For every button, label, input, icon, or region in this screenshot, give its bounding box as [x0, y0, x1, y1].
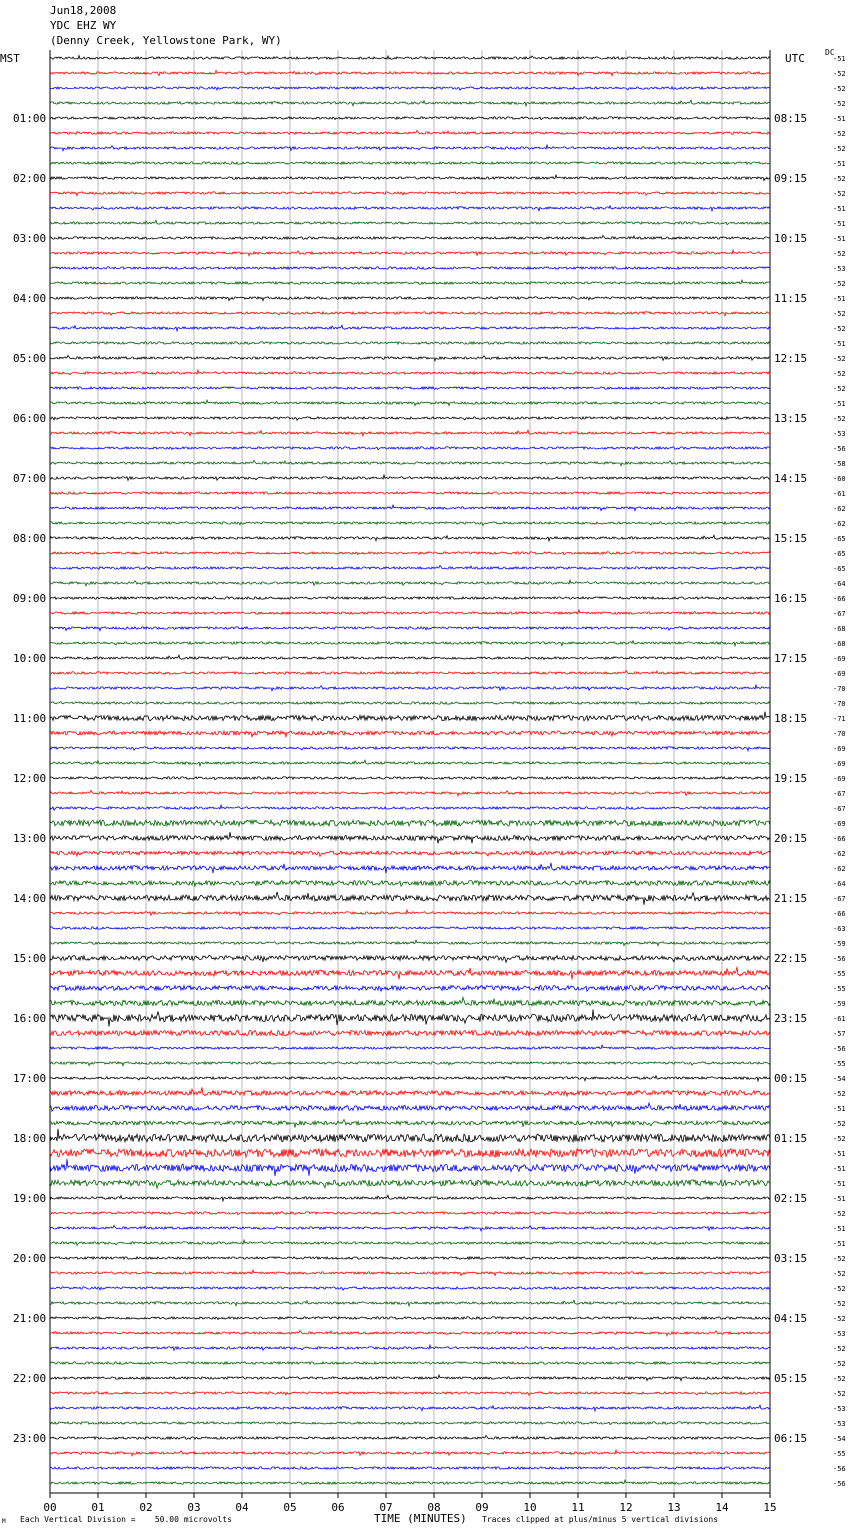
seismic-trace — [50, 400, 770, 406]
utc-hour-label: 22:15 — [774, 952, 808, 965]
seismic-trace — [50, 522, 770, 526]
utc-label: UTC — [785, 52, 805, 65]
dc-offset-label: -53 — [833, 1330, 846, 1338]
mst-hour-label: 07:00 — [13, 472, 47, 485]
dc-offset-label: -61 — [833, 490, 846, 498]
utc-hour-label: 12:15 — [774, 352, 808, 365]
dc-offset-label: -69 — [833, 775, 846, 783]
seismic-trace — [50, 1422, 770, 1425]
dc-offset-label: -70 — [833, 730, 846, 738]
dc-offset-label: -51 — [833, 220, 846, 228]
dc-offset-label: -52 — [833, 415, 846, 423]
mst-hour-label: 04:00 — [13, 292, 47, 305]
seismic-trace — [50, 505, 770, 511]
seismic-trace — [50, 1120, 770, 1128]
axis-labels — [13, 55, 846, 1514]
seismic-trace — [50, 580, 770, 586]
seismic-trace — [50, 175, 770, 181]
mst-hour-label: 01:00 — [13, 112, 47, 125]
seismic-trace — [50, 387, 770, 389]
dc-offset-label: -71 — [833, 715, 846, 723]
dc-offset-label: -52 — [833, 1375, 846, 1383]
seismic-trace — [50, 117, 770, 120]
seismic-trace — [50, 805, 770, 810]
seismic-trace — [50, 1149, 770, 1157]
seismic-trace — [50, 206, 770, 211]
seismic-trace — [50, 235, 770, 239]
seismic-trace — [50, 892, 770, 905]
dc-offset-label: -66 — [833, 910, 846, 918]
dc-offset-label: -51 — [833, 235, 846, 243]
station-code: YDC EHZ WY — [50, 19, 117, 32]
mst-hour-label: 15:00 — [13, 952, 47, 965]
dc-offset-label: -63 — [833, 925, 846, 933]
utc-hour-label: 05:15 — [774, 1372, 808, 1385]
mst-hour-label: 09:00 — [13, 592, 47, 605]
dc-offset-label: -52 — [833, 100, 846, 108]
seismic-trace — [50, 1405, 770, 1411]
x-tick-label: 02 — [139, 1501, 153, 1514]
seismic-trace — [50, 832, 770, 843]
dc-offset-label: -52 — [833, 1390, 846, 1398]
dc-offset-label: -67 — [833, 805, 846, 813]
seismic-trace — [50, 447, 770, 450]
seismic-trace — [50, 597, 770, 599]
seismic-trace — [50, 1450, 770, 1456]
dc-offset-label: -52 — [833, 190, 846, 198]
seismic-traces — [50, 56, 770, 1485]
dc-offset-label: -51 — [833, 295, 846, 303]
x-tick-label: 08 — [427, 1501, 441, 1514]
seismic-trace — [50, 535, 770, 541]
dc-offset-label: -69 — [833, 745, 846, 753]
station-location: (Denny Creek, Yellowstone Park, WY) — [50, 34, 282, 47]
seismic-trace — [50, 986, 770, 992]
dc-offset-label: -52 — [833, 1120, 846, 1128]
seismic-trace — [50, 1159, 770, 1176]
utc-hour-label: 18:15 — [774, 712, 808, 725]
seismic-trace — [50, 130, 770, 134]
dc-offset-label: -59 — [833, 940, 846, 948]
mst-hour-label: 21:00 — [13, 1312, 47, 1325]
x-tick-label: 14 — [715, 1501, 729, 1514]
seismic-trace — [50, 927, 770, 929]
mst-hour-label: 02:00 — [13, 172, 47, 185]
mst-hour-label: 23:00 — [13, 1432, 47, 1445]
dc-offset-label: -53 — [833, 265, 846, 273]
dc-offset-label: -52 — [833, 385, 846, 393]
seismic-trace — [50, 325, 770, 331]
corner-mark: M — [2, 1518, 6, 1525]
dc-offset-label: -69 — [833, 670, 846, 678]
dc-offset-label: -53 — [833, 430, 846, 438]
x-tick-label: 12 — [619, 1501, 633, 1514]
seismic-trace — [50, 1030, 770, 1035]
utc-hour-label: 02:15 — [774, 1192, 808, 1205]
seismic-trace — [50, 1330, 770, 1335]
utc-hour-label: 04:15 — [774, 1312, 808, 1325]
dc-offset-label: -55 — [833, 970, 846, 978]
dc-offset-label: -69 — [833, 655, 846, 663]
dc-offset-label: -52 — [833, 325, 846, 333]
seismic-trace — [50, 1195, 770, 1201]
dc-offset-label: -52 — [833, 1210, 846, 1218]
seismic-trace — [50, 1317, 770, 1320]
seismic-trace — [50, 747, 770, 751]
dc-offset-label: -51 — [833, 160, 846, 168]
utc-hour-label: 20:15 — [774, 832, 808, 845]
dc-offset-label: -56 — [833, 1480, 846, 1488]
utc-hour-label: 08:15 — [774, 112, 808, 125]
utc-hour-label: 06:15 — [774, 1432, 808, 1445]
seismic-trace — [50, 955, 770, 962]
dc-offset-label: -62 — [833, 865, 846, 873]
mst-hour-label: 10:00 — [13, 652, 47, 665]
seismic-trace — [50, 552, 770, 555]
dc-offset-label: -53 — [833, 1420, 846, 1428]
x-tick-label: 06 — [331, 1501, 345, 1514]
dc-offset-label: -52 — [833, 1300, 846, 1308]
seismic-trace — [50, 1225, 770, 1230]
seismic-trace — [50, 1062, 770, 1066]
seismic-trace — [50, 1257, 770, 1259]
dc-offset-label: -51 — [833, 1195, 846, 1203]
dc-offset-label: -62 — [833, 850, 846, 858]
dc-offset-label: -65 — [833, 535, 846, 543]
utc-hour-label: 03:15 — [774, 1252, 808, 1265]
seismic-trace — [50, 863, 770, 873]
x-tick-label: 05 — [283, 1501, 297, 1514]
seismic-trace — [50, 312, 770, 316]
dc-offset-label: -62 — [833, 520, 846, 528]
seismic-trace — [50, 460, 770, 465]
x-tick-label: 10 — [523, 1501, 537, 1514]
seismic-trace — [50, 70, 770, 75]
dc-offset-label: -51 — [833, 55, 846, 63]
x-tick-label: 09 — [475, 1501, 489, 1514]
seismic-trace — [50, 670, 770, 674]
mst-hour-label: 19:00 — [13, 1192, 47, 1205]
dc-offset-label: -51 — [833, 205, 846, 213]
seismic-trace — [50, 1076, 770, 1081]
seismic-trace — [50, 1467, 770, 1469]
seismic-trace — [50, 162, 770, 164]
x-tick-label: 01 — [91, 1501, 105, 1514]
dc-offset-label: -51 — [833, 1165, 846, 1173]
seismic-trace — [50, 1103, 770, 1111]
dc-offset-label: -70 — [833, 700, 846, 708]
dc-offset-label: -52 — [833, 250, 846, 258]
mst-hour-label: 11:00 — [13, 712, 47, 725]
dc-offset-label: -64 — [833, 880, 846, 888]
dc-offset-label: -69 — [833, 760, 846, 768]
dc-offset-label: -51 — [833, 1225, 846, 1233]
utc-hour-label: 10:15 — [774, 232, 808, 245]
seismic-trace — [50, 145, 770, 151]
mst-hour-label: 22:00 — [13, 1372, 47, 1385]
x-tick-label: 00 — [43, 1501, 57, 1514]
dc-offset-label: -52 — [833, 310, 846, 318]
mst-label: MST — [0, 52, 20, 65]
utc-hour-label: 14:15 — [774, 472, 808, 485]
seismic-trace — [50, 1240, 770, 1245]
utc-hour-label: 16:15 — [774, 592, 808, 605]
seismic-trace — [50, 1375, 770, 1381]
seismic-trace — [50, 342, 770, 345]
seismic-trace — [50, 250, 770, 256]
seismic-trace — [50, 87, 770, 91]
dc-offset-label: -67 — [833, 895, 846, 903]
seismic-trace — [50, 712, 770, 721]
seismic-trace — [50, 280, 770, 284]
mst-hour-label: 16:00 — [13, 1012, 47, 1025]
seismic-trace — [50, 627, 770, 631]
seismic-trace — [50, 1435, 770, 1439]
seismic-trace — [50, 1045, 770, 1049]
dc-offset-label: -61 — [833, 1015, 846, 1023]
dc-offset-label: -67 — [833, 610, 846, 618]
seismic-trace — [50, 1129, 770, 1142]
dc-offset-label: -56 — [833, 1465, 846, 1473]
dc-offset-label: -66 — [833, 595, 846, 603]
dc-offset-label: -52 — [833, 280, 846, 288]
dc-offset-label: -52 — [833, 1090, 846, 1098]
mst-hour-label: 17:00 — [13, 1072, 47, 1085]
utc-hour-label: 01:15 — [774, 1132, 808, 1145]
seismic-trace — [50, 492, 770, 494]
dc-offset-label: -52 — [833, 1345, 846, 1353]
utc-hour-label: 21:15 — [774, 892, 808, 905]
dc-offset-label: -69 — [833, 820, 846, 828]
seismic-trace — [50, 702, 770, 704]
dc-offset-label: -52 — [833, 370, 846, 378]
dc-offset-label: -56 — [833, 445, 846, 453]
seismic-trace — [50, 1287, 770, 1290]
mst-hour-label: 06:00 — [13, 412, 47, 425]
seismic-trace — [50, 297, 770, 301]
seismic-trace — [50, 1009, 770, 1026]
seismic-trace — [50, 1345, 770, 1350]
seismic-trace — [50, 731, 770, 737]
mst-hour-label: 03:00 — [13, 232, 47, 245]
utc-hour-label: 15:15 — [774, 532, 808, 545]
utc-hour-label: 19:15 — [774, 772, 808, 785]
dc-offset-label: -51 — [833, 1150, 846, 1158]
utc-hour-label: 23:15 — [774, 1012, 808, 1025]
mst-hour-label: 05:00 — [13, 352, 47, 365]
dc-offset-label: -68 — [833, 625, 846, 633]
scale-note: Each Vertical Division = 50.00 microvolts — [20, 1515, 232, 1524]
mst-hour-label: 08:00 — [13, 532, 47, 545]
dc-label: DC — [825, 48, 835, 57]
utc-hour-label: 11:15 — [774, 292, 808, 305]
x-tick-label: 04 — [235, 1501, 249, 1514]
dc-offset-label: -54 — [833, 1075, 846, 1083]
dc-offset-label: -52 — [833, 355, 846, 363]
seismic-trace — [50, 777, 770, 780]
dc-offset-label: -52 — [833, 1255, 846, 1263]
dc-offset-label: -67 — [833, 790, 846, 798]
dc-offset-label: -52 — [833, 1315, 846, 1323]
dc-offset-label: -52 — [833, 70, 846, 78]
seismic-trace — [50, 100, 770, 106]
seismic-trace — [50, 1087, 770, 1096]
seismic-trace — [50, 1392, 770, 1396]
dc-offset-label: -52 — [833, 145, 846, 153]
x-tick-label: 07 — [379, 1501, 393, 1514]
seismic-trace — [50, 641, 770, 646]
mst-hour-label: 20:00 — [13, 1252, 47, 1265]
seismic-trace — [50, 610, 770, 614]
x-tick-label: 13 — [667, 1501, 681, 1514]
dc-offset-label: -52 — [833, 175, 846, 183]
dc-offset-label: -54 — [833, 1435, 846, 1443]
mst-hour-label: 18:00 — [13, 1132, 47, 1145]
seismic-trace — [50, 220, 770, 224]
dc-offset-label: -51 — [833, 1105, 846, 1113]
seismic-trace — [50, 370, 770, 375]
seismic-trace — [50, 760, 770, 766]
seismic-trace — [50, 475, 770, 480]
seismic-trace — [50, 192, 770, 196]
seismic-trace — [50, 881, 770, 887]
mst-hour-label: 13:00 — [13, 832, 47, 845]
mst-hour-label: 14:00 — [13, 892, 47, 905]
dc-offset-label: -58 — [833, 460, 846, 468]
dc-offset-label: -52 — [833, 130, 846, 138]
utc-hour-label: 17:15 — [774, 652, 808, 665]
x-tick-label: 03 — [187, 1501, 201, 1514]
seismic-trace — [50, 1180, 770, 1188]
seismic-trace — [50, 997, 770, 1005]
seismic-trace — [50, 1300, 770, 1306]
dc-offset-label: -64 — [833, 580, 846, 588]
dc-offset-label: -59 — [833, 1000, 846, 1008]
seismic-trace — [50, 267, 770, 269]
grid-lines — [50, 50, 770, 1493]
dc-offset-label: -70 — [833, 685, 846, 693]
x-tick-label: 11 — [571, 1501, 585, 1514]
seismic-trace — [50, 56, 770, 60]
seismic-trace — [50, 355, 770, 360]
dc-offset-label: -62 — [833, 505, 846, 513]
dc-offset-label: -55 — [833, 1060, 846, 1068]
dc-offset-label: -66 — [833, 835, 846, 843]
clip-note: Traces clipped at plus/minus 5 vertical divisions — [482, 1515, 719, 1524]
dc-offset-label: -55 — [833, 985, 846, 993]
dc-offset-label: -51 — [833, 1180, 846, 1188]
seismic-trace — [50, 430, 770, 436]
dc-offset-label: -57 — [833, 1030, 846, 1038]
seismic-trace — [50, 655, 770, 659]
dc-offset-label: -51 — [833, 340, 846, 348]
seismic-trace — [50, 565, 770, 569]
x-axis-title: TIME (MINUTES) — [374, 1512, 467, 1525]
seismic-trace — [50, 1270, 770, 1276]
dc-offset-label: -52 — [833, 85, 846, 93]
dc-offset-label: -51 — [833, 115, 846, 123]
dc-offset-label: -65 — [833, 565, 846, 573]
dc-offset-label: -53 — [833, 1405, 846, 1413]
seismic-trace — [50, 1212, 770, 1215]
dc-offset-label: -52 — [833, 1360, 846, 1368]
dc-offset-label: -52 — [833, 1285, 846, 1293]
dc-offset-label: -60 — [833, 475, 846, 483]
dc-offset-label: -56 — [833, 955, 846, 963]
seismic-trace — [50, 910, 770, 915]
dc-offset-label: -52 — [833, 1135, 846, 1143]
dc-offset-label: -65 — [833, 550, 846, 558]
seismic-trace — [50, 790, 770, 795]
utc-hour-label: 00:15 — [774, 1072, 808, 1085]
plot-date: Jun18,2008 — [50, 4, 117, 17]
dc-offset-label: -51 — [833, 400, 846, 408]
seismic-trace — [50, 967, 770, 980]
seismic-trace — [50, 940, 770, 946]
seismic-trace — [50, 685, 770, 691]
dc-offset-label: -55 — [833, 1450, 846, 1458]
seismic-trace — [50, 1480, 770, 1484]
seismic-trace — [50, 820, 770, 826]
seismic-trace — [50, 1362, 770, 1364]
dc-offset-label: -52 — [833, 1270, 846, 1278]
seismic-trace — [50, 417, 770, 420]
x-tick-label: 15 — [763, 1501, 777, 1514]
dc-offset-label: -68 — [833, 640, 846, 648]
utc-hour-label: 13:15 — [774, 412, 808, 425]
dc-offset-label: -51 — [833, 1240, 846, 1248]
utc-hour-label: 09:15 — [774, 172, 808, 185]
seismic-trace — [50, 851, 770, 856]
dc-offset-label: -56 — [833, 1045, 846, 1053]
mst-hour-label: 12:00 — [13, 772, 47, 785]
